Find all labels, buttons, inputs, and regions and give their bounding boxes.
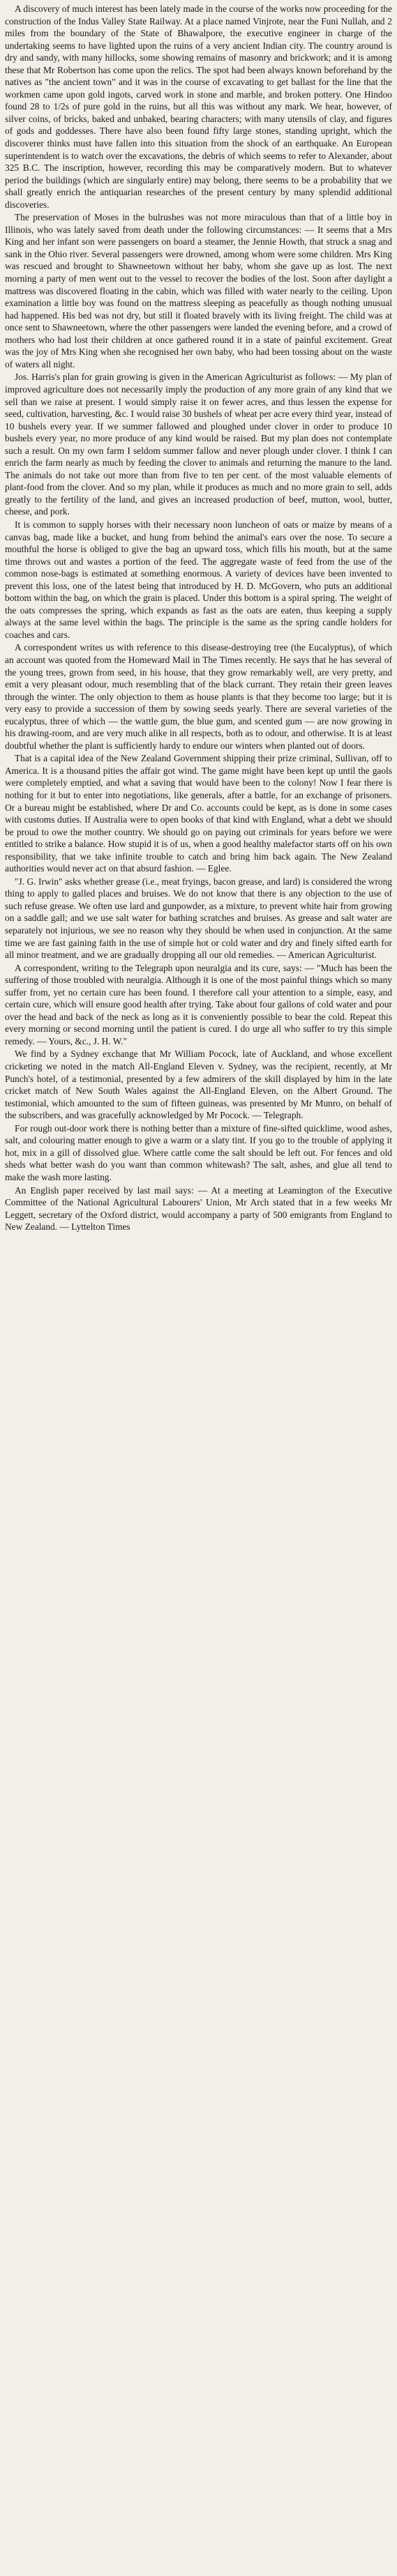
- news-paragraph-emigrants: An English paper received by last mail says: — At a meeting at Leamington of the Executive Committee of the National Agricultural Labourers' Union, Mr Arch stated that in a few weeks Mr Leggett, secretary of the Oxford district, would accompany a party of 500 emigrants from England to New Zealand. — Lyttelton Times: [5, 1184, 392, 1233]
- news-paragraph-cricket-testimonial: We find by a Sydney exchange that Mr William Pocock, late of Auckland, and whose excellent cricketing we noted in the match All-England Eleven v. Sydney, was the recipient, recently, at Mr Punch's hotel, of a testimonial, presented by a few admirers of the skill displayed by him in the late cricket match of New South Wales against the All-England Eleven, on the Albert Ground. The testimonial, which amounted to the sum of fifteen guineas, was presented by Mr Munro, on behalf of the subscribers, and was gracefully acknowledged by Mr Pocock. — Telegraph.: [5, 1049, 392, 1121]
- news-paragraph-eucalyptus: A correspondent writes us with reference to this disease-destroying tree (the Eucalyptus), of which an account was quoted from the Homeward Mail in The Times recently. He says that he has several of the young trees, grown from seed, in his house, that they grow remarkably well, are very pretty, and emit a very pleasant odour, much resembling that of the black currant. They retain their green leaves through the winter. The only objection to them as house plants is that they become too large; but it is very easy to provide a succession of them by sowing seeds yearly. There are several varieties of the eucalyptus, three of which — the wattle gum, the blue gum, and scented gum — are now growing in his drawing-room, and are very much alike in all respects, both as to odour, and otherwise. It is at least doubtful whether the plant is sufficiently hardy to endure our winters when planted out of doors.: [5, 642, 392, 751]
- news-paragraph-nose-bags: It is common to supply horses with their necessary noon luncheon of oats or maize by means of a canvas bag, made like a bucket, and hung from behind the animal's ears over the nose. To secure a mouthful the horse is obliged to give the bag an upward toss, which fills his mouth, but at the same time throws out and wastes a portion of the feed. The aggregate waste of feed from the use of the common nose-bags is estimated at something enormous. A variety of devices have been invented to prevent this loss, one of the latest being that introduced by H. D. McGovern, who puts an additional bottom within the bag, on which the grain is placed. Under this bottom is a spiral spring. The weight of the oats compresses the spring, which expands as fast as the oats are eaten, thus keeping a supply always at the same level within the bags. The principle is the same as the spring candle holders for coaches and cars.: [5, 519, 392, 640]
- news-paragraph-railway-discovery: A discovery of much interest has been lately made in the course of the works now proceeding for the construction of the Indus Valley State Railway. At a place named Vinjrote, near the Funi Nullah, and 2 miles from the boundary of the State of Bhawalpore, the executive engineer in charge of the undertaking seems to have lighted upon the ruins of a very ancient Indian city. The country around is dry and sandy, with many hillocks, some showing remains of masonry and brickwork; and it is among these that Mr Robertson has come upon the relics. The spot had been always known beforehand by the natives as "the ancient town" and it was in the course of excavating to get ballast for the line that the workmen came upon gold ingots, carved work in stone and marble, and broken pottery. One Hindoo found 28 to 1/2s of pure gold in the ruins, but all this was without any mark. We hear, however, of silver coins, of bricks, baked and unbaked, bearing characters; with many utensils of clay, and figures of gods and goddesses. There have also been found fifty large stones, standing upright, which the discoverer thinks must have fallen into this situation from the shock of an earthquake. An European superintendent is to watch over the excavations, the debris of which seems to refer to Alexander, about 325 B.C. The inscription, however, recording this may be comparatively modern. But to whatever period the buildings (which are singularly entire) may belong, there seems to be a probability that we shall greatly enrich the antiquarian researches of the present century by many splendid additional discoveries.: [5, 3, 392, 210]
- news-paragraph-grease-galls: "J. G. Irwin" asks whether grease (i.e., meat fryings, bacon grease, and lard) is considered the wrong thing to apply to galled places and bruises. We do not know that there is any objection to the use of such refuse grease. We often use lard and gunpowder, as a mixture, to prevent white hair from growing on a saddle gall; and we use salt water for bathing scratches and bruises. As grease and salt water are separately not injurious, we see no reason why they should be when used in conjunction. At the same time we are fast gaining faith in the use of simple hot or cold water and dry and finely sifted earth for all minor treatment, and we are gradually dropping all our old remedies. — American Agriculturist.: [5, 876, 392, 961]
- news-paragraph-prize-criminal: That is a capital idea of the New Zealand Government shipping their prize criminal, Sullivan, off to America. It is a thousand pities the affair got wind. The game might have been kept up until the gaols were completely emptied, and what a saving that would have been to the colony! Now I fear there is nothing for it but to enter into negotiations, like generals, after a battle, for an exchange of prisoners. Or a bureau might be established, where Dr and Co. accounts could be kept, as is done in some cases with customs duties. If Australia were to open books of that kind with England, what a debt we should be proud to owe the mother country. We should go on paying out criminals for years before we were entitled to strike a balance. How stupid it is of us, when a good healthy malefactor starts off on his own responsibility, that we take infinite trouble to catch and bring him back again. The New Zealand authorities would never act on that absurd fashion. — Eglee.: [5, 753, 392, 874]
- news-paragraph-grain-growing: Jos. Harris's plan for grain growing is given in the American Agriculturist as follows: — My plan of improved agriculture does not necessarily imply the production of any more grain of any kind that we sell than we raise at present. I would simply raise it on fewer acres, and thus lessen the expense for seed, cultivation, harvesting, &c. I would raise 30 bushels of wheat per acre every third year, instead of 10 bushels every year. If we summer fallowed and ploughed under clover in order to produce 10 bushels every year, no more produce of any kind would be raised. But my plan does not contemplate such a result. On my own farm I seldom summer fallow and never plough under clover. I think I can enrich the farm nearly as much by feeding the clover to animals and returning the manure to the land. The animals do not take out more than from five to ten per cent. of the most valuable elements of plant-food from the clover. And so my plan, while it produces as much and no more grain to sell, adds greatly to the fertility of the land, and gives an increased production of beef, mutton, wool, butter, cheese, and pork.: [5, 372, 392, 517]
- news-paragraph-infant-rescue: The preservation of Moses in the bulrushes was not more miraculous than that of a little boy in Illinois, who was lately saved from death under the following circumstances: — It seems that a Mrs King and her infant son were passengers on board a steamer, the Jennie Howth, that struck a snag and sank in the Ohio river. Several passengers were drowned, among whom were some children. Mrs King was rescued and brought to Shawneetown without her baby, whom she gave up as lost. The next morning a party of men went out to the vessel to recover the bodies of the lost. Soon after daylight a mattress was discovered floating in the cabin, which was filled with water nearly to the ceiling. Upon examination a little boy was found on the mattress sleeping as peacefully as though nothing unusual had happened. His bed was not dry, but still it floated bravely with its living freight. The child was at once sent to Shawneetown, where the other passengers were landed the evening before, and a crowd of mothers who had lost their children at once gathered round it in a state of painful excitement. Great was the joy of Mrs King when she recognised her own baby, who had been tossing about on the waste of waters all night.: [5, 212, 392, 369]
- news-paragraph-neuralgia: A correspondent, writing to the Telegraph upon neuralgia and its cure, says: — "Much has been the suffering of those troubled with neuralgia. Although it is one of the most painful things which so many suffer from, yet no certain cure has been found. I therefore call your attention to a simple, easy, and certain cure, which will ensure good health after trying. Take about four gallons of cold water and pour over the head and back of the neck as long as it is conveniently possible to bear the cold. Repeat this every morning or second morning until the patient is cured. I do urge all who suffer to try this simple remedy. — Yours, &c., J. H. W.": [5, 962, 392, 1046]
- news-column: [5, 0, 392, 1233]
- news-paragraph-whitewash: For rough out-door work there is nothing better than a mixture of fine-sifted quicklime, wood ashes, salt, and colouring matter enough to give a warm or a slaty tint. If you go to the trouble of applying it hot, mix in a gill of dissolved glue. Where cattle come the salt should be left out. For fences and old sheds what better wash do you want than common whitewash? The salt, ashes, and glue all tend to make the wash more lasting.: [5, 1122, 392, 1182]
